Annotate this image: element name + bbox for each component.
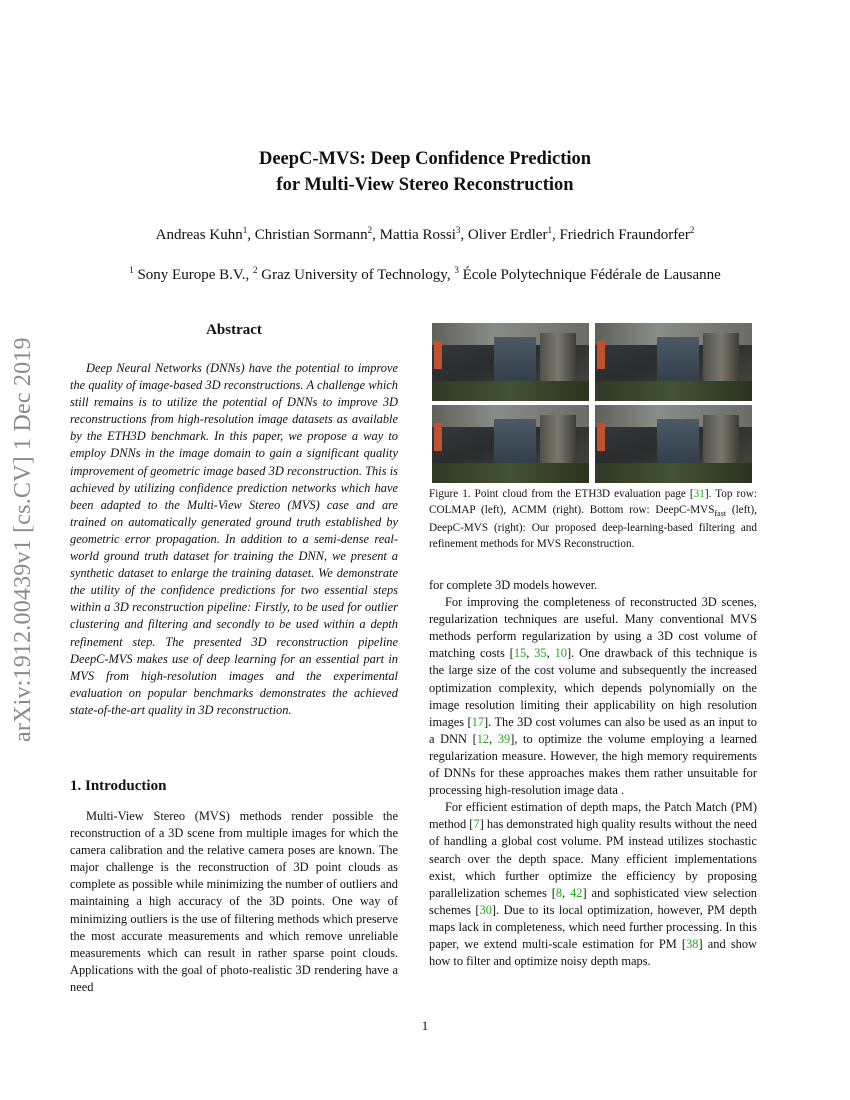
author: Andreas Kuhn$^1$ <box>155 225 248 243</box>
intro-paragraph: Multi-View Stereo (MVS) methods render possible the reconstruction of a 3D scene from multiple images for which the camera calibration and the relative camera poses are known. The major challenge is the reconstruction of 3D point clouds as complete as possible while minimizing the number of outliers and maintaining a high accuracy of the 3D points. One way of minimizing outliers is the use of filtering methods which preserve the most accurate measurements and which remove unreliable measurements which can result in rather sparse point clouds. Applications with the goal of photo-realistic 3D rendering have a need <box>70 809 398 994</box>
affiliations: $^1$ Sony Europe B.V., $^2$ Graz University of Technology, $^3$ École Polytechnique Fédérale de Lausanne <box>129 265 721 283</box>
abstract-heading: Abstract <box>206 322 262 338</box>
citation-link[interactable]: 17 <box>471 714 485 729</box>
body-text: , <box>562 885 571 900</box>
right-column-body <box>429 577 757 970</box>
body-text: ] and sophisticated view selection schemes [ <box>429 885 757 917</box>
point-cloud-image-acmm <box>595 323 752 401</box>
title-line-1: DeepC-MVS: Deep Confidence Prediction <box>258 149 592 169</box>
author: Christian Sormann$^2$ <box>254 225 373 243</box>
citation-link[interactable]: 8 <box>555 885 563 900</box>
affiliation: Graz University of Technology, <box>261 267 451 283</box>
paper-title <box>0 146 850 198</box>
citation-link[interactable]: 39 <box>497 731 511 746</box>
continued-paragraph: for complete 3D models however. <box>429 578 598 592</box>
author: Mattia Rossi$^3$ <box>379 225 461 243</box>
citation-link[interactable]: 38 <box>686 936 699 951</box>
body-text: ] has demonstrated high quality results without the need of handling a global cost volume. PM instead utilizes stochastic search over the depth space. Many efficient implementations exist, which further optimize the efficiency by proposing parallelization schemes [ <box>429 817 758 900</box>
body-text: ] and show how to filter and optimize noisy depth maps. <box>429 936 758 969</box>
author-list: Andreas Kuhn$^1$, Christian Sormann$^2$, Mattia Rossi$^3$, Oliver Erdler$^1$, Friedrich Fraundorfer$^2$ <box>155 225 695 243</box>
body-text: ]. One drawback of this technique is the large size of the cost volume and subsequently the increased optimization complexity, which depends polynomially on the image resolution limiting their applicability on high resolution images [ <box>429 646 758 729</box>
citation-link[interactable]: 10 <box>554 646 567 661</box>
introduction-body <box>70 808 398 996</box>
figure-caption: Figure 1. Point cloud from the ETH3D evaluation page [31]. Top row: COLMAP (left), ACMM (right). Bottom row: DeepC-$MVS_{fast}$ (left), DeepC-MVS (right): Our proposed deep-learning-based filtering and refinement methods for MVS Reconstruction. <box>429 488 758 551</box>
author: Oliver Erdler$^1$ <box>467 225 552 243</box>
body-text: , <box>526 646 535 661</box>
title-line-2: for Multi-View Stereo Reconstruction <box>276 175 574 195</box>
citation-link[interactable]: 42 <box>570 885 583 900</box>
paragraph-patch-match <box>429 799 757 970</box>
citation-link[interactable]: 30 <box>479 902 492 917</box>
citation-link[interactable]: 7 <box>473 817 480 832</box>
body-text: ]. Due to its local optimization, however, PM depth maps lack in completeness, which need further processing. In this paper, we extend multi-scale estimation for PM [ <box>429 902 758 951</box>
affiliation: École Polytechnique Fédérale de Lausanne <box>462 267 721 283</box>
abstract-body <box>70 360 398 719</box>
body-text: , <box>546 646 555 661</box>
citation-link[interactable]: 12 <box>476 731 490 746</box>
citation-link[interactable]: 31 <box>693 488 705 500</box>
citation-link[interactable]: 35 <box>534 646 547 661</box>
paragraph-regularization <box>429 594 757 799</box>
point-cloud-image-colmap <box>432 323 589 401</box>
point-cloud-image-deepc-mvs <box>595 405 752 483</box>
point-cloud-image-deepc-mvs-fast <box>432 405 589 483</box>
body-text: , <box>489 731 498 746</box>
abstract-paragraph: Deep Neural Networks (DNNs) have the potential to improve the quality of image-based 3D reconstructions. A challenge which still remains is to utilize the potential of DNNs to improve 3D reconstructions from high-resolution image datasets as available by the ETH3D benchmark. In this paper, we propose a way to employ DNNs in the image domain to gain a significant quality improvement of geometric image based 3D reconstruction. This is achieved by utilizing confidence prediction networks which have been adapted to the Multi-View Stereo (MVS) case and are trained on automatically generated ground truth established by geometric error propagation. In addition to a semi-dense real-world ground truth dataset for training the DNN, we present a synthetic dataset to enlarge the training dataset. We demonstrate the utility of the confidence predictions for two essential steps within a 3D reconstruction pipeline: Firstly, to be used for outlier clustering and filtering and secondly to be used within a depth refinement step. The presented 3D reconstruction pipeline DeepC-MVS makes use of deep learning for an essential part in MVS from high-resolution images and the experimental evaluation on popular benchmarks demonstrates the achieved state-of-the-art quality in 3D reconstruction. <box>70 361 398 717</box>
section-heading-introduction: 1. Introduction <box>70 778 167 794</box>
body-text: ]. The 3D cost volumes can also be used as an input to a DNN [ <box>429 714 757 746</box>
body-text: ], to optimize the volume employing a learned regularization measure. However, the high memory requirements of DNNs for these approaches makes them rather unsuitable for processing high-resolution image data . <box>429 731 757 798</box>
author: Friedrich Fraundorfer$^2$ <box>559 225 695 243</box>
page-number: 1 <box>421 1018 429 1033</box>
arxiv-stamp: arXiv:1912.00439v1 [cs.CV] 1 Dec 2019 <box>10 337 36 743</box>
citation-link[interactable]: 15 <box>513 646 527 661</box>
figure-1-point-clouds <box>432 323 754 483</box>
body-text: For improving the completeness of reconstructed 3D scenes, regularization techniques are useful. Many conventional MVS methods perform regularization by using a 3D cost volume of matching costs [ <box>429 595 757 661</box>
body-text: For efficient estimation of depth maps, the Patch Match (PM) method [ <box>429 800 757 832</box>
affiliation: Sony Europe B.V., <box>137 267 250 283</box>
